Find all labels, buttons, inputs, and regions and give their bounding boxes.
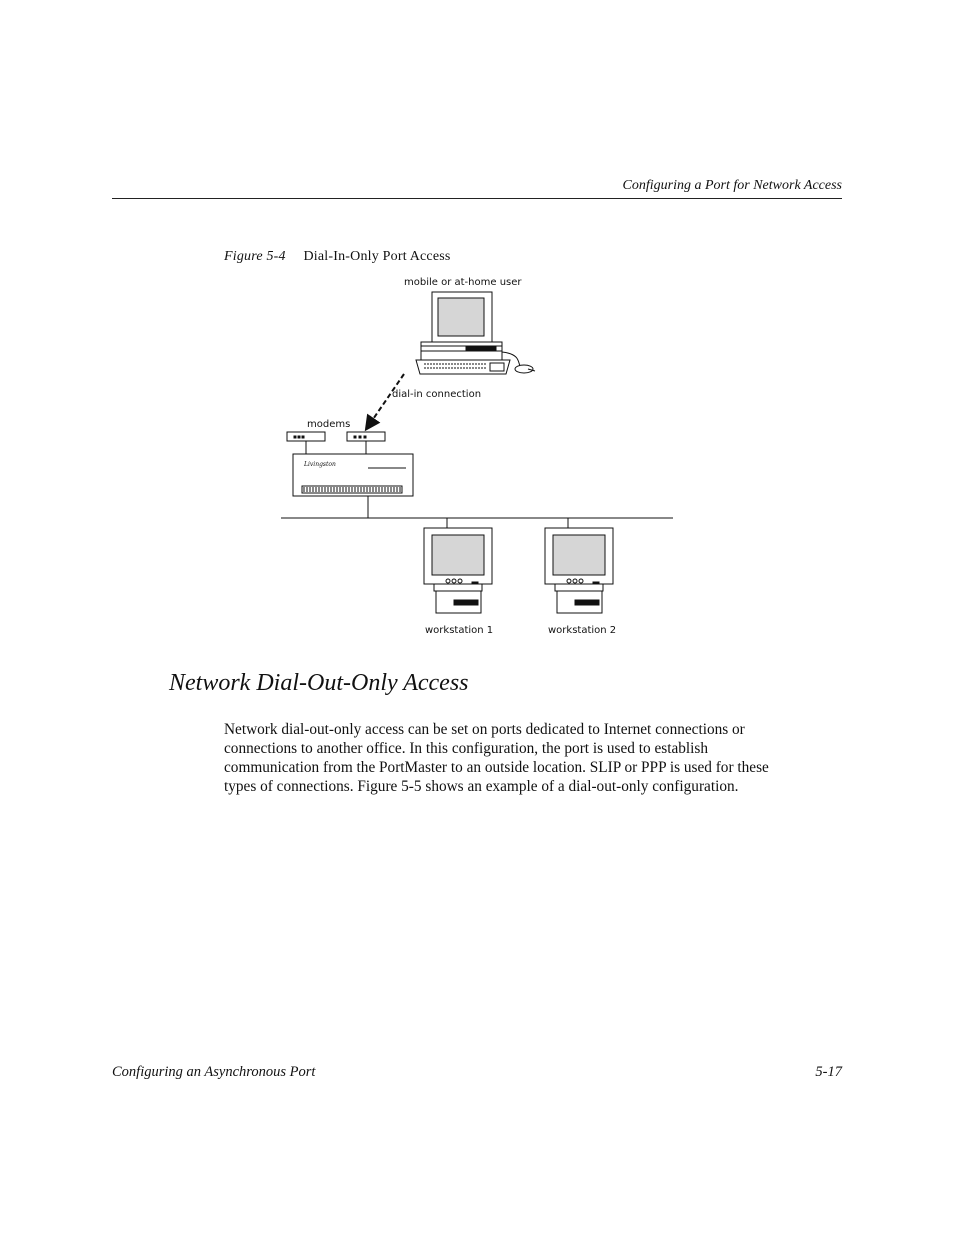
- paragraph-line: connections to another office. In this configuration, the port is used to establish: [224, 740, 709, 757]
- paragraph-line: types of connections. Figure 5-5 shows an example of a dial-out-only configuration.: [224, 778, 739, 795]
- section-heading: Network Dial-Out-Only Access: [169, 670, 469, 696]
- workstation-2-icon: [545, 528, 613, 613]
- workstation-1-icon: [424, 528, 492, 613]
- figure-number: Figure 5-4: [224, 249, 286, 264]
- remote-user-label: mobile or at-home user: [404, 277, 522, 288]
- paragraph-line: communication from the PortMaster to an outside location. SLIP or PPP is used for these: [224, 759, 769, 776]
- workstation-1-label: workstation 1: [425, 625, 494, 636]
- paragraph-line: Network dial-out-only access can be set on ports dedicated to Internet connections or: [224, 721, 745, 738]
- page-number: 5-17: [815, 1064, 842, 1080]
- device-logo: Livingston: [304, 461, 336, 468]
- running-header: Configuring a Port for Network Access: [622, 178, 842, 193]
- dial-in-label: dial-in connection: [392, 389, 482, 400]
- dial-in-arrow: [367, 374, 404, 428]
- remote-computer-icon: [416, 292, 535, 374]
- modems-label: modems: [307, 419, 351, 430]
- figure-title: Dial-In-Only Port Access: [303, 249, 451, 264]
- modem-icon: [347, 432, 385, 441]
- footer-chapter-title: Configuring an Asynchronous Port: [112, 1064, 316, 1080]
- body-paragraph: [224, 720, 844, 796]
- modem-icon: [287, 432, 325, 441]
- workstation-2-label: workstation 2: [548, 625, 617, 636]
